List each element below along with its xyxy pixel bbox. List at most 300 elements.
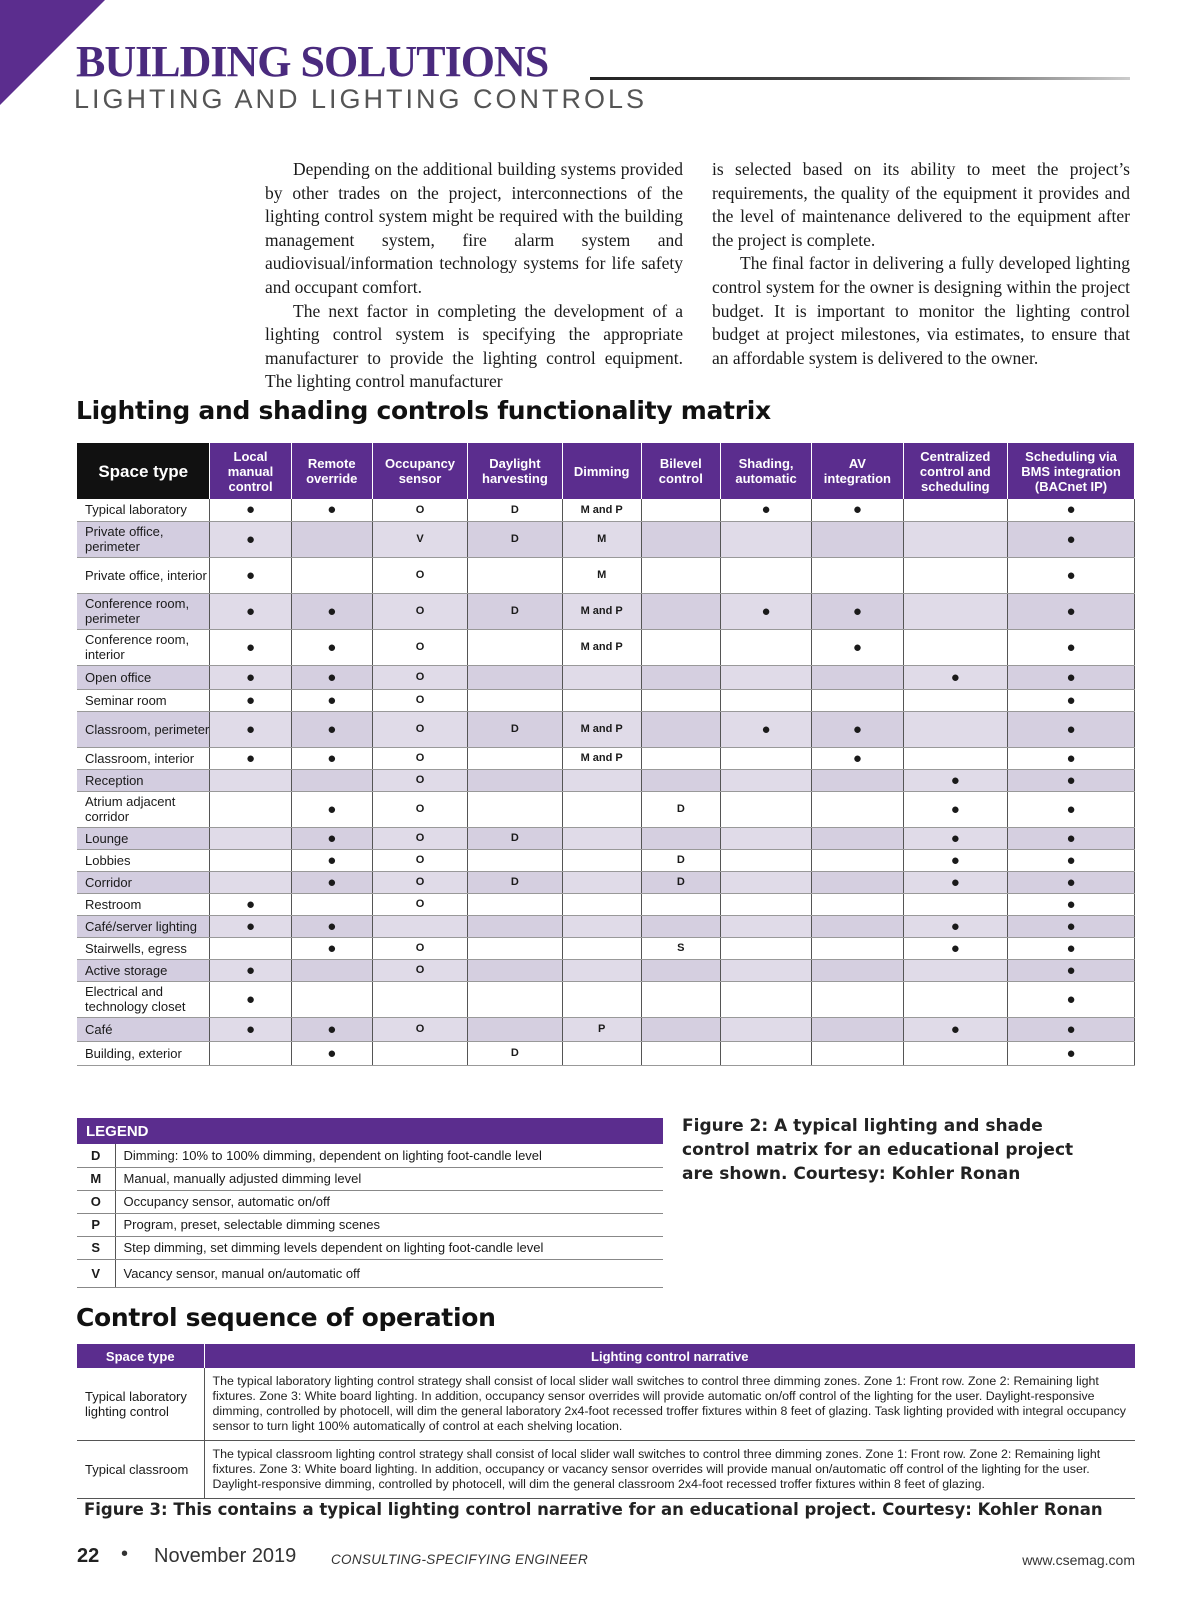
sequence-row: [77, 1368, 1135, 1441]
legend-text: Manual, manually adjusted dimming level: [115, 1167, 663, 1190]
legend-row: [77, 1259, 663, 1287]
legend-text: Vacancy sensor, manual on/automatic off: [115, 1259, 663, 1287]
matrix-cell: ●: [291, 871, 372, 893]
matrix-cell: [468, 791, 562, 827]
matrix-space-name: Classroom, perimeter: [77, 711, 210, 747]
matrix-cell: [641, 711, 720, 747]
matrix-cell: ●: [903, 791, 1008, 827]
matrix-cell: O: [372, 689, 467, 711]
matrix-cell: O: [372, 937, 467, 959]
matrix-cell: [291, 981, 372, 1017]
matrix-cell: [562, 981, 641, 1017]
matrix-cell: D: [468, 521, 562, 557]
matrix-cell: [291, 557, 372, 593]
matrix-header-cell: Dimming: [562, 443, 641, 499]
matrix-cell: [641, 521, 720, 557]
matrix-cell: [641, 689, 720, 711]
matrix-cell: ●: [210, 711, 291, 747]
matrix-row: [77, 981, 1135, 1017]
matrix-cell: [641, 665, 720, 689]
matrix-cell: ●: [291, 1041, 372, 1065]
matrix-cell: ●: [903, 665, 1008, 689]
matrix-cell: ●: [291, 665, 372, 689]
matrix-cell: [641, 499, 720, 521]
matrix-cell: ●: [1008, 981, 1135, 1017]
section-title: BUILDING SOLUTIONS: [76, 37, 549, 86]
matrix-row: [77, 1041, 1135, 1065]
matrix-cell: O: [372, 849, 467, 871]
matrix-cell: O: [372, 499, 467, 521]
matrix-cell: [641, 769, 720, 791]
figure-2-caption: Figure 2: A typical lighting and shade control matrix for an educational project are shown. Courtesy: Kohler Ronan: [682, 1116, 1074, 1184]
matrix-cell: [812, 827, 903, 849]
matrix-cell: S: [641, 937, 720, 959]
matrix-space-name: Conference room, interior: [77, 629, 210, 665]
matrix-cell: [720, 871, 811, 893]
matrix-cell: [372, 915, 467, 937]
matrix-row: [77, 711, 1135, 747]
matrix-cell: [903, 747, 1008, 769]
matrix-cell: ●: [1008, 557, 1135, 593]
matrix-cell: M and P: [562, 747, 641, 769]
matrix-cell: ●: [903, 849, 1008, 871]
matrix-cell: [720, 689, 811, 711]
matrix-cell: [903, 593, 1008, 629]
matrix-cell: [291, 893, 372, 915]
matrix-cell: ●: [1008, 629, 1135, 665]
legend-row: [77, 1167, 663, 1190]
matrix-row: [77, 959, 1135, 981]
matrix-cell: [562, 849, 641, 871]
matrix-cell: ●: [1008, 849, 1135, 871]
matrix-cell: [562, 1041, 641, 1065]
matrix-row: [77, 827, 1135, 849]
matrix-cell: O: [372, 1017, 467, 1041]
matrix-cell: M: [562, 557, 641, 593]
matrix-cell: [210, 1041, 291, 1065]
matrix-space-name: Café/server lighting: [77, 915, 210, 937]
matrix-cell: [812, 521, 903, 557]
matrix-cell: D: [468, 711, 562, 747]
matrix-cell: [210, 769, 291, 791]
matrix-cell: [641, 959, 720, 981]
matrix-cell: [562, 893, 641, 915]
matrix-cell: [812, 1041, 903, 1065]
matrix-cell: M and P: [562, 629, 641, 665]
matrix-cell: [562, 959, 641, 981]
matrix-cell: [641, 557, 720, 593]
matrix-space-name: Reception: [77, 769, 210, 791]
matrix-cell: [812, 871, 903, 893]
matrix-row: [77, 665, 1135, 689]
matrix-cell: [720, 1041, 811, 1065]
matrix-space-name: Lounge: [77, 827, 210, 849]
matrix-cell: [468, 937, 562, 959]
matrix-cell: ●: [291, 1017, 372, 1041]
matrix-header-cell: Local manual control: [210, 443, 291, 499]
legend-key: P: [77, 1213, 115, 1236]
matrix-cell: [812, 893, 903, 915]
legend-table: [77, 1118, 663, 1288]
matrix-cell: M: [562, 521, 641, 557]
matrix-cell: ●: [291, 747, 372, 769]
legend-text: Step dimming, set dimming levels dependent on lighting foot-candle level: [115, 1236, 663, 1259]
matrix-cell: [812, 937, 903, 959]
matrix-cell: [812, 849, 903, 871]
matrix-cell: ●: [210, 689, 291, 711]
matrix-cell: ●: [1008, 665, 1135, 689]
matrix-cell: ●: [812, 629, 903, 665]
matrix-header-cell: Occupancy sensor: [372, 443, 467, 499]
matrix-space-name: Café: [77, 1017, 210, 1041]
matrix-cell: ●: [210, 915, 291, 937]
matrix-cell: D: [641, 871, 720, 893]
matrix-cell: [562, 665, 641, 689]
matrix-header-cell: Shading, automatic: [720, 443, 811, 499]
sequence-space-type: Typical laboratory lighting control: [77, 1368, 204, 1441]
matrix-cell: [812, 981, 903, 1017]
website-url: www.csemag.com: [1022, 1552, 1135, 1568]
matrix-cell: [468, 981, 562, 1017]
footer-bullet: •: [121, 1543, 129, 1565]
matrix-header-cell: AV integration: [812, 443, 903, 499]
matrix-cell: D: [468, 827, 562, 849]
matrix-cell: [812, 791, 903, 827]
matrix-space-name: Seminar room: [77, 689, 210, 711]
matrix-cell: [210, 827, 291, 849]
matrix-cell: O: [372, 959, 467, 981]
matrix-cell: ●: [1008, 893, 1135, 915]
paragraph: Depending on the additional building systems provided by other trades on the project, interconnections of the lighting control system might be required with the building management system, fire alarm system and audiovisual/information technology systems for life safety and occupant comfort.: [265, 159, 683, 297]
matrix-cell: [812, 665, 903, 689]
body-column-2: [712, 158, 1130, 370]
matrix-cell: O: [372, 557, 467, 593]
matrix-cell: ●: [210, 521, 291, 557]
matrix-header-cell: Daylight harvesting: [468, 443, 562, 499]
matrix-cell: [720, 665, 811, 689]
matrix-cell: D: [641, 791, 720, 827]
matrix-cell: [641, 629, 720, 665]
matrix-cell: D: [468, 1041, 562, 1065]
matrix-cell: [468, 849, 562, 871]
matrix-row: [77, 849, 1135, 871]
matrix-cell: ●: [1008, 791, 1135, 827]
matrix-cell: ●: [812, 499, 903, 521]
matrix-cell: ●: [1008, 915, 1135, 937]
matrix-row: [77, 915, 1135, 937]
matrix-cell: ●: [1008, 769, 1135, 791]
matrix-cell: ●: [903, 769, 1008, 791]
matrix-title: Lighting and shading controls functionality matrix: [76, 396, 771, 425]
matrix-cell: [903, 981, 1008, 1017]
sequence-title: Control sequence of operation: [76, 1303, 496, 1332]
matrix-row: [77, 499, 1135, 521]
matrix-cell: ●: [1008, 499, 1135, 521]
matrix-cell: ●: [1008, 937, 1135, 959]
matrix-cell: O: [372, 629, 467, 665]
matrix-cell: [720, 747, 811, 769]
matrix-cell: ●: [291, 937, 372, 959]
matrix-row: [77, 791, 1135, 827]
matrix-cell: [291, 959, 372, 981]
matrix-cell: [468, 665, 562, 689]
matrix-header-space-type: Space type: [77, 443, 210, 499]
matrix-cell: [210, 791, 291, 827]
matrix-cell: ●: [291, 849, 372, 871]
matrix-cell: [562, 689, 641, 711]
sequence-header-narrative: Lighting control narrative: [204, 1344, 1135, 1368]
matrix-cell: P: [562, 1017, 641, 1041]
matrix-cell: [720, 959, 811, 981]
matrix-row: [77, 893, 1135, 915]
matrix-cell: ●: [210, 959, 291, 981]
matrix-space-name: Lobbies: [77, 849, 210, 871]
matrix-row: [77, 629, 1135, 665]
legend-text: Occupancy sensor, automatic on/off: [115, 1190, 663, 1213]
matrix-cell: ●: [210, 629, 291, 665]
matrix-space-name: Electrical and technology closet: [77, 981, 210, 1017]
matrix-cell: ●: [210, 747, 291, 769]
matrix-cell: [812, 1017, 903, 1041]
matrix-cell: D: [468, 593, 562, 629]
header-rule: [590, 77, 1130, 80]
matrix-cell: [641, 1041, 720, 1065]
legend-text: Program, preset, selectable dimming scenes: [115, 1213, 663, 1236]
legend-key: S: [77, 1236, 115, 1259]
matrix-cell: ●: [291, 791, 372, 827]
matrix-cell: [468, 747, 562, 769]
matrix-cell: ●: [291, 827, 372, 849]
matrix-space-name: Active storage: [77, 959, 210, 981]
matrix-cell: ●: [1008, 521, 1135, 557]
sequence-row: [77, 1441, 1135, 1499]
matrix-cell: ●: [291, 593, 372, 629]
matrix-row: [77, 1017, 1135, 1041]
matrix-cell: O: [372, 711, 467, 747]
legend-row: [77, 1213, 663, 1236]
matrix-cell: ●: [812, 747, 903, 769]
matrix-cell: [562, 915, 641, 937]
matrix-cell: ●: [291, 499, 372, 521]
matrix-space-name: Restroom: [77, 893, 210, 915]
matrix-cell: [210, 871, 291, 893]
matrix-cell: [468, 1017, 562, 1041]
matrix-cell: O: [372, 665, 467, 689]
matrix-cell: M and P: [562, 711, 641, 747]
paragraph: The next factor in completing the development of a lighting control system is specifying the appropriate manufacturer to provide the lighting control equipment. The lighting control manufacturer: [265, 300, 683, 392]
matrix-cell: ●: [720, 711, 811, 747]
sequence-header-space: Space type: [77, 1344, 204, 1368]
body-column-1: [265, 158, 683, 394]
matrix-cell: [372, 1041, 467, 1065]
matrix-cell: [372, 981, 467, 1017]
matrix-row: [77, 871, 1135, 893]
matrix-cell: [903, 893, 1008, 915]
matrix-cell: M and P: [562, 593, 641, 629]
sequence-narrative: The typical classroom lighting control strategy shall consist of local slider wall switches to control three dimming zones. Zone 1: Front row. Zone 2: Remaining light fixtures. Zone 3: White board lighting. In addition, occupancy or vacancy sensor overrides will provide manual on/automatic off control of the lighting for the user. Daylight-responsive dimming, controlled by photocell, will dim the general classroom 2x4-foot recessed troffer fixtures within 8 feet of glazing.: [204, 1441, 1135, 1499]
legend-text: Dimming: 10% to 100% dimming, dependent on lighting foot-candle level: [115, 1144, 663, 1167]
issue-date: November 2019: [154, 1545, 297, 1567]
section-subtitle: LIGHTING AND LIGHTING CONTROLS: [74, 84, 648, 114]
matrix-cell: [641, 893, 720, 915]
matrix-cell: [720, 1017, 811, 1041]
matrix-cell: ●: [210, 981, 291, 1017]
magazine-name: CONSULTING-SPECIFYING ENGINEER: [331, 1552, 589, 1567]
legend-key: V: [77, 1259, 115, 1287]
legend-row: [77, 1236, 663, 1259]
matrix-cell: ●: [1008, 1041, 1135, 1065]
matrix-space-name: Private office, perimeter: [77, 521, 210, 557]
matrix-cell: O: [372, 791, 467, 827]
matrix-cell: ●: [210, 665, 291, 689]
matrix-cell: ●: [903, 827, 1008, 849]
legend-key: D: [77, 1144, 115, 1167]
matrix-space-name: Stairwells, egress: [77, 937, 210, 959]
matrix-cell: [720, 521, 811, 557]
matrix-space-name: Typical laboratory: [77, 499, 210, 521]
matrix-space-name: Conference room, perimeter: [77, 593, 210, 629]
matrix-cell: [812, 959, 903, 981]
matrix-cell: D: [468, 499, 562, 521]
matrix-row: [77, 747, 1135, 769]
matrix-cell: [468, 629, 562, 665]
matrix-header-cell: Bilevel control: [641, 443, 720, 499]
matrix-cell: [641, 981, 720, 1017]
matrix-cell: ●: [1008, 711, 1135, 747]
matrix-cell: [562, 827, 641, 849]
matrix-cell: O: [372, 827, 467, 849]
matrix-cell: [210, 849, 291, 871]
legend-row: [77, 1144, 663, 1167]
sequence-table: [77, 1344, 1135, 1499]
legend-row: [77, 1190, 663, 1213]
sequence-space-type: Typical classroom: [77, 1441, 204, 1499]
matrix-cell: [562, 871, 641, 893]
matrix-cell: ●: [1008, 827, 1135, 849]
matrix-cell: [468, 769, 562, 791]
paragraph: is selected based on its ability to meet the project’s requirements, the quality of the equipment it provides and the level of maintenance delivered to the equipment after the project is complete.: [712, 159, 1130, 250]
matrix-cell: ●: [1008, 689, 1135, 711]
matrix-cell: [562, 937, 641, 959]
matrix-cell: [903, 499, 1008, 521]
matrix-space-name: Open office: [77, 665, 210, 689]
matrix-row: [77, 689, 1135, 711]
matrix-cell: [903, 959, 1008, 981]
matrix-cell: ●: [210, 1017, 291, 1041]
matrix-space-name: Private office, interior: [77, 557, 210, 593]
matrix-space-name: Classroom, interior: [77, 747, 210, 769]
matrix-cell: O: [372, 871, 467, 893]
matrix-cell: [468, 893, 562, 915]
matrix-cell: [468, 689, 562, 711]
matrix-header-cell: Centralized control and scheduling: [903, 443, 1008, 499]
matrix-cell: ●: [720, 593, 811, 629]
matrix-cell: [562, 791, 641, 827]
matrix-cell: M and P: [562, 499, 641, 521]
matrix-row: [77, 557, 1135, 593]
figure-3-caption: Figure 3: This contains a typical lighting control narrative for an educational project. Courtesy: Kohler Ronan: [84, 1500, 1103, 1519]
matrix-cell: ●: [720, 499, 811, 521]
matrix-cell: [210, 937, 291, 959]
matrix-cell: [562, 769, 641, 791]
matrix-cell: [641, 915, 720, 937]
matrix-cell: [720, 893, 811, 915]
matrix-row: [77, 521, 1135, 557]
matrix-cell: ●: [903, 871, 1008, 893]
matrix-cell: [641, 593, 720, 629]
matrix-cell: [903, 689, 1008, 711]
legend-key: O: [77, 1190, 115, 1213]
matrix-cell: ●: [291, 711, 372, 747]
matrix-cell: ●: [291, 629, 372, 665]
matrix-cell: ●: [210, 557, 291, 593]
matrix-row: [77, 593, 1135, 629]
matrix-cell: ●: [812, 711, 903, 747]
matrix-row: [77, 937, 1135, 959]
matrix-cell: [720, 981, 811, 1017]
legend-key: M: [77, 1167, 115, 1190]
matrix-cell: ●: [210, 593, 291, 629]
matrix-cell: ●: [1008, 959, 1135, 981]
paragraph: The final factor in delivering a fully developed lighting control system for the owner is designing within the project budget. It is important to monitor the lighting control budget at project milestones, via estimates, to ensure that an affordable system is delivered to the owner.: [712, 253, 1130, 368]
matrix-cell: [468, 959, 562, 981]
matrix-cell: ●: [210, 499, 291, 521]
matrix-cell: [720, 629, 811, 665]
matrix-cell: ●: [1008, 1017, 1135, 1041]
legend-title: LEGEND: [77, 1118, 663, 1144]
matrix-cell: [903, 521, 1008, 557]
matrix-space-name: Atrium adjacent corridor: [77, 791, 210, 827]
matrix-row: [77, 769, 1135, 791]
sequence-narrative: The typical laboratory lighting control strategy shall consist of local slider wall switches to control three dimming zones. Zone 1: Front row. Zone 2: Remaining light fixtures. Zone 3: White board lighting. In addition, occupancy sensor overrides will provide automatic on/off control of the lighting for the user. Daylight-responsive dimming, controlled by photocell, will dim the general laboratory 2x4-foot recessed troffer fixtures within 8 feet of glazing. Task lighting provided with integral occupancy sensor to turn light 100% automatically of control at each shelving location.: [204, 1368, 1135, 1441]
matrix-cell: [720, 791, 811, 827]
matrix-space-name: Corridor: [77, 871, 210, 893]
matrix-cell: [812, 557, 903, 593]
matrix-cell: [720, 827, 811, 849]
matrix-cell: ●: [291, 689, 372, 711]
matrix-cell: O: [372, 769, 467, 791]
matrix-cell: ●: [812, 593, 903, 629]
matrix-cell: [720, 557, 811, 593]
page-number: 22: [77, 1545, 100, 1567]
matrix-space-name: Building, exterior: [77, 1041, 210, 1065]
functionality-matrix: [77, 443, 1135, 1066]
matrix-cell: [812, 915, 903, 937]
matrix-cell: O: [372, 747, 467, 769]
matrix-cell: [291, 521, 372, 557]
matrix-cell: [641, 827, 720, 849]
matrix-cell: [641, 747, 720, 769]
matrix-cell: ●: [210, 893, 291, 915]
matrix-cell: V: [372, 521, 467, 557]
matrix-cell: ●: [903, 937, 1008, 959]
matrix-cell: [903, 629, 1008, 665]
matrix-cell: [903, 1041, 1008, 1065]
matrix-cell: [903, 711, 1008, 747]
matrix-cell: [720, 849, 811, 871]
matrix-cell: [641, 1017, 720, 1041]
matrix-header-cell: Scheduling via BMS integration (BACnet IP): [1008, 443, 1135, 499]
matrix-cell: [720, 769, 811, 791]
matrix-cell: ●: [1008, 747, 1135, 769]
matrix-cell: [468, 915, 562, 937]
matrix-cell: [468, 557, 562, 593]
matrix-cell: ●: [903, 915, 1008, 937]
matrix-cell: [291, 769, 372, 791]
matrix-cell: [720, 915, 811, 937]
matrix-cell: ●: [291, 915, 372, 937]
matrix-cell: [903, 557, 1008, 593]
